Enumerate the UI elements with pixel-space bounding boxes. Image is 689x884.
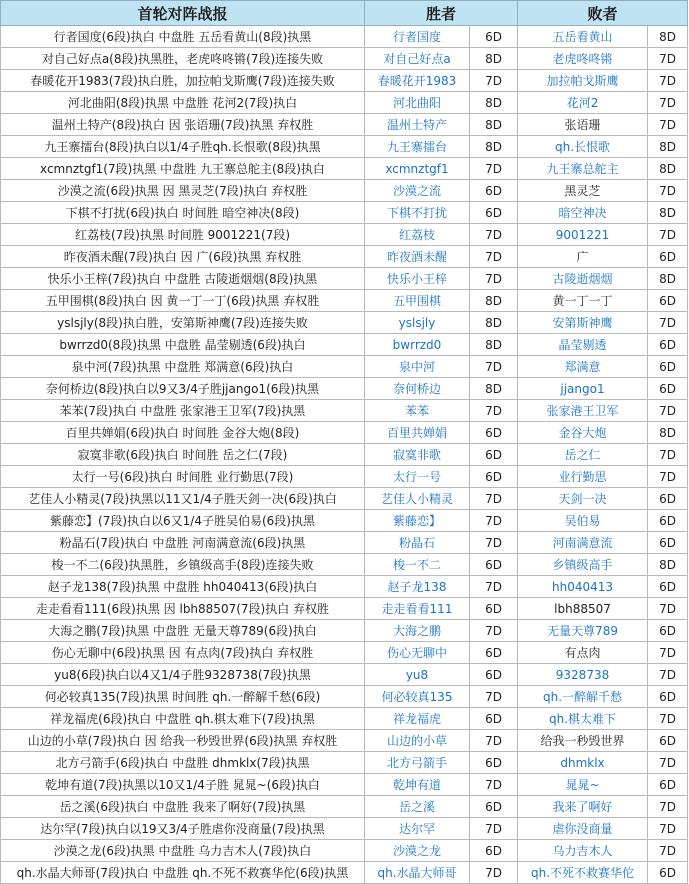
loser-name: 广	[518, 246, 648, 268]
table-row	[1, 862, 688, 884]
winner-name[interactable]: 苯苯	[365, 400, 470, 422]
winner-name[interactable]: 伤心无聊中	[365, 642, 470, 664]
match-report: 山边的小草(7段)执白 因 给我一秒毁世界(6段)执黑 弃权胜	[1, 730, 365, 752]
loser-name[interactable]: hh040413	[518, 576, 648, 598]
loser-rank: 6D	[648, 774, 688, 796]
loser-rank: 7D	[648, 114, 688, 136]
loser-name[interactable]: 乡镇级高手	[518, 554, 648, 576]
match-report: 北方弓箭手(6段)执白 中盘胜 dhmklx(7段)执黑	[1, 752, 365, 774]
winner-rank: 7D	[470, 246, 518, 268]
winner-rank: 6D	[470, 708, 518, 730]
winner-name[interactable]: 岳之溪	[365, 796, 470, 818]
winner-name[interactable]: 大海之鹏	[365, 620, 470, 642]
table-row	[1, 576, 688, 598]
winner-rank: 6D	[470, 664, 518, 686]
loser-name: 黑灵芝	[518, 180, 648, 202]
match-report: 行者国度(6段)执白 中盘胜 五岳看黄山(8段)执黑	[1, 26, 365, 48]
loser-rank: 8D	[648, 26, 688, 48]
loser-name[interactable]: 安第斯神鹰	[518, 312, 648, 334]
loser-name[interactable]: 乌力吉木人	[518, 840, 648, 862]
loser-rank: 8D	[648, 422, 688, 444]
loser-rank: 8D	[648, 136, 688, 158]
loser-name[interactable]: 天剑一决	[518, 488, 648, 510]
table-row	[1, 796, 688, 818]
loser-rank: 7D	[648, 796, 688, 818]
winner-name[interactable]: 沙漠之龙	[365, 840, 470, 862]
table-row	[1, 466, 688, 488]
winner-name[interactable]: 粉晶石	[365, 532, 470, 554]
winner-name[interactable]: 何必较真135	[365, 686, 470, 708]
winner-rank: 7D	[470, 70, 518, 92]
loser-name[interactable]: 无量天尊789	[518, 620, 648, 642]
match-report: 祥龙福虎(6段)执白 中盘胜 qh.棋太难下(7段)执黑	[1, 708, 365, 730]
loser-rank: 6D	[648, 488, 688, 510]
match-report: 九王寨擂台(8段)执白以1/4子胜qh.长恨歌(8段)执黑	[1, 136, 365, 158]
loser-name[interactable]: 我来了啊好	[518, 796, 648, 818]
loser-rank: 7D	[648, 466, 688, 488]
winner-name[interactable]: 寂寞非歌	[365, 444, 470, 466]
winner-rank: 6D	[470, 26, 518, 48]
winner-rank: 7D	[470, 818, 518, 840]
winner-rank: 6D	[470, 422, 518, 444]
loser-name[interactable]: 加拉帕戈斯鹰	[518, 70, 648, 92]
winner-rank: 7D	[470, 686, 518, 708]
table-row	[1, 114, 688, 136]
loser-name[interactable]: 晁晁~	[518, 774, 648, 796]
winner-rank: 8D	[470, 92, 518, 114]
header-report: 首轮对阵战报	[1, 1, 365, 26]
table-row	[1, 356, 688, 378]
table-row	[1, 752, 688, 774]
winner-rank: 7D	[470, 532, 518, 554]
match-report: xcmnztgf1(7段)执黑 中盘胜 九王寨总舵主(8段)执白	[1, 158, 365, 180]
table-row	[1, 532, 688, 554]
loser-name: 张语珊	[518, 114, 648, 136]
table-row	[1, 136, 688, 158]
winner-rank: 8D	[470, 48, 518, 70]
winner-name[interactable]: 春暖花开1983	[365, 70, 470, 92]
loser-rank: 7D	[648, 224, 688, 246]
winner-rank: 8D	[470, 334, 518, 356]
loser-name[interactable]: 金谷大炮	[518, 422, 648, 444]
loser-name[interactable]: 张家港王卫军	[518, 400, 648, 422]
loser-name[interactable]: 九王寨总舵主	[518, 158, 648, 180]
match-report: 走走看看111(6段)执黑 因 lbh88507(7段)执白 弃权胜	[1, 598, 365, 620]
winner-rank: 7D	[470, 862, 518, 884]
winner-rank: 7D	[470, 224, 518, 246]
loser-name[interactable]: 古陵逝烟烟	[518, 268, 648, 290]
winner-name[interactable]: 对自己好点a	[365, 48, 470, 70]
loser-rank: 6D	[648, 730, 688, 752]
loser-rank: 7D	[648, 752, 688, 774]
loser-name[interactable]: 郑满意	[518, 356, 648, 378]
match-report: bwrrzd0(8段)执黑 中盘胜 晶莹剔透(6段)执白	[1, 334, 365, 356]
table-row	[1, 840, 688, 862]
table-row	[1, 422, 688, 444]
table-row	[1, 598, 688, 620]
loser-rank: 6D	[648, 290, 688, 312]
loser-name[interactable]: qh.一醉解千愁	[518, 686, 648, 708]
winner-rank: 7D	[470, 576, 518, 598]
match-report: 百里共婵娟(6段)执白 时间胜 金谷大炮(8段)	[1, 422, 365, 444]
winner-name[interactable]: 沙漠之流	[365, 180, 470, 202]
table-row	[1, 92, 688, 114]
loser-name[interactable]: 虐你没商量	[518, 818, 648, 840]
table-row	[1, 818, 688, 840]
winner-name[interactable]: 祥龙福虎	[365, 708, 470, 730]
winner-name[interactable]: 泉中河	[365, 356, 470, 378]
winner-name[interactable]: 乾坤有道	[365, 774, 470, 796]
match-report: 紫藤恋】(7段)执白以6又1/4子胜吴伯易(6段)执黑	[1, 510, 365, 532]
winner-name[interactable]: xcmnztgf1	[365, 158, 470, 180]
winner-rank: 6D	[470, 840, 518, 862]
loser-rank: 7D	[648, 598, 688, 620]
match-report: 粉晶石(7段)执白 中盘胜 河南满意流(6段)执黑	[1, 532, 365, 554]
loser-name[interactable]: 河南满意流	[518, 532, 648, 554]
loser-name[interactable]: 暗空神决	[518, 202, 648, 224]
table-row	[1, 290, 688, 312]
table-row	[1, 224, 688, 246]
winner-rank: 8D	[470, 114, 518, 136]
table-row	[1, 686, 688, 708]
winner-rank: 6D	[470, 444, 518, 466]
winner-rank: 6D	[470, 466, 518, 488]
loser-rank: 7D	[648, 642, 688, 664]
loser-rank: 7D	[648, 444, 688, 466]
loser-name[interactable]: 花河2	[518, 92, 648, 114]
loser-rank: 6D	[648, 246, 688, 268]
match-report: yslsjly(8段)执白胜，安第斯神鹰(7段)连接失败	[1, 312, 365, 334]
loser-rank: 6D	[648, 620, 688, 642]
loser-rank: 8D	[648, 202, 688, 224]
match-report: 奈何桥边(8段)执白以9又3/4子胜jjango1(6段)执黑	[1, 378, 365, 400]
loser-name[interactable]: dhmklx	[518, 752, 648, 774]
winner-rank: 7D	[470, 400, 518, 422]
loser-name[interactable]: qh.不死不救赛华佗	[518, 862, 648, 884]
header-winner: 胜者	[365, 1, 518, 26]
loser-rank: 7D	[648, 400, 688, 422]
winner-rank: 6D	[470, 202, 518, 224]
winner-rank: 6D	[470, 180, 518, 202]
match-report: 下棋不打扰(6段)执白 时间胜 暗空神决(8段)	[1, 202, 365, 224]
match-report: qh.水晶大师哥(7段)执白 中盘胜 qh.不死不救赛华佗(6段)执黑	[1, 862, 365, 884]
table-body	[1, 26, 688, 884]
loser-rank: 6D	[648, 576, 688, 598]
loser-name[interactable]: 晶莹剔透	[518, 334, 648, 356]
table-row	[1, 26, 688, 48]
table-row	[1, 620, 688, 642]
match-report: 快乐小王梓(7段)执白 中盘胜 古陵逝烟烟(8段)执黑	[1, 268, 365, 290]
table-row	[1, 268, 688, 290]
loser-name[interactable]: 五岳看黄山	[518, 26, 648, 48]
winner-name[interactable]: 紫藤恋】	[365, 510, 470, 532]
match-report: yu8(6段)执白以4又1/4子胜9328738(7段)执黑	[1, 664, 365, 686]
match-report: 沙漠之流(6段)执黑 因 黑灵芝(7段)执白 弃权胜	[1, 180, 365, 202]
table-row	[1, 642, 688, 664]
winner-rank: 7D	[470, 268, 518, 290]
loser-name[interactable]: 业行勤思	[518, 466, 648, 488]
table-row	[1, 334, 688, 356]
table-row	[1, 488, 688, 510]
loser-rank: 7D	[648, 180, 688, 202]
match-report: 伤心无聊中(6段)执黑 因 有点肉(7段)执白 弃权胜	[1, 642, 365, 664]
loser-name[interactable]: 9328738	[518, 664, 648, 686]
match-report: 大海之鹏(7段)执黑 中盘胜 无量天尊789(6段)执白	[1, 620, 365, 642]
loser-rank: 6D	[648, 378, 688, 400]
match-report: 艺佳人小精灵(7段)执黑以11又1/4子胜天剑一决(6段)执白	[1, 488, 365, 510]
loser-rank: 7D	[648, 818, 688, 840]
loser-name[interactable]: jjango1	[518, 378, 648, 400]
winner-rank: 7D	[470, 730, 518, 752]
winner-rank: 7D	[470, 488, 518, 510]
winner-name[interactable]: bwrrzd0	[365, 334, 470, 356]
match-report: 太行一号(6段)执白 时间胜 业行勤思(7段)	[1, 466, 365, 488]
table-row	[1, 730, 688, 752]
winner-rank: 7D	[470, 356, 518, 378]
table-row	[1, 378, 688, 400]
table-row	[1, 708, 688, 730]
winner-name[interactable]: 山边的小草	[365, 730, 470, 752]
winner-name[interactable]: 五甲围棋	[365, 290, 470, 312]
winner-rank: 7D	[470, 620, 518, 642]
header-loser: 败者	[518, 1, 688, 26]
winner-name[interactable]: 红荔枝	[365, 224, 470, 246]
table-row	[1, 312, 688, 334]
loser-name[interactable]: qh.棋太难下	[518, 708, 648, 730]
match-report: 红荔枝(7段)执黑 时间胜 9001221(7段)	[1, 224, 365, 246]
loser-rank: 6D	[648, 510, 688, 532]
winner-rank: 6D	[470, 752, 518, 774]
loser-rank: 6D	[648, 862, 688, 884]
winner-rank: 7D	[470, 774, 518, 796]
winner-rank: 8D	[470, 136, 518, 158]
winner-rank: 7D	[470, 510, 518, 532]
loser-rank: 7D	[648, 48, 688, 70]
winner-name[interactable]: 百里共婵娟	[365, 422, 470, 444]
loser-rank: 7D	[648, 70, 688, 92]
match-report: 对自己好点a(8段)执黑胜，老虎咚咚锵(7段)连接失败	[1, 48, 365, 70]
loser-name[interactable]: 吴伯易	[518, 510, 648, 532]
loser-rank: 8D	[648, 158, 688, 180]
winner-rank: 8D	[470, 378, 518, 400]
winner-rank: 6D	[470, 554, 518, 576]
winner-name[interactable]: 行者国度	[365, 26, 470, 48]
winner-name[interactable]: 北方弓箭手	[365, 752, 470, 774]
loser-name: lbh88507	[518, 598, 648, 620]
match-report: 岳之溪(6段)执白 中盘胜 我来了啊好(7段)执黑	[1, 796, 365, 818]
winner-rank: 6D	[470, 598, 518, 620]
table-row	[1, 664, 688, 686]
table-row	[1, 774, 688, 796]
loser-name: 给我一秒毁世界	[518, 730, 648, 752]
winner-rank: 6D	[470, 796, 518, 818]
loser-name[interactable]: 老虎咚咚锵	[518, 48, 648, 70]
loser-rank: 7D	[648, 840, 688, 862]
match-report: 赵子龙138(7段)执黑 中盘胜 hh040413(6段)执白	[1, 576, 365, 598]
loser-rank: 6D	[648, 686, 688, 708]
winner-name[interactable]: 快乐小王梓	[365, 268, 470, 290]
winner-name[interactable]: 走走看看111	[365, 598, 470, 620]
winner-name[interactable]: qh.水晶大师哥	[365, 862, 470, 884]
loser-name: 有点肉	[518, 642, 648, 664]
match-report: 苯苯(7段)执白 中盘胜 张家港王卫军(7段)执黑	[1, 400, 365, 422]
table-row	[1, 70, 688, 92]
match-report: 乾坤有道(7段)执黑以10又1/4子胜 晁晁~(6段)执白	[1, 774, 365, 796]
loser-rank: 8D	[648, 268, 688, 290]
winner-name[interactable]: 温州土特产	[365, 114, 470, 136]
match-report: 昨夜酒未醒(7段)执白 因 广(6段)执黑 弃权胜	[1, 246, 365, 268]
winner-name[interactable]: 奈何桥边	[365, 378, 470, 400]
winner-rank: 7D	[470, 158, 518, 180]
winner-name[interactable]: 九王寨擂台	[365, 136, 470, 158]
winner-name[interactable]: 下棋不打扰	[365, 202, 470, 224]
loser-rank: 7D	[648, 664, 688, 686]
loser-name[interactable]: 9001221	[518, 224, 648, 246]
loser-name[interactable]: qh.长恨歌	[518, 136, 648, 158]
match-report: 沙漠之龙(6段)执黑 中盘胜 乌力吉木人(7段)执白	[1, 840, 365, 862]
loser-rank: 6D	[648, 356, 688, 378]
table-row	[1, 246, 688, 268]
winner-name[interactable]: 太行一号	[365, 466, 470, 488]
loser-rank: 6D	[648, 532, 688, 554]
winner-name[interactable]: 达尔罕	[365, 818, 470, 840]
winner-name[interactable]: 梭一不二	[365, 554, 470, 576]
match-report: 寂寞非歌(6段)执白 时间胜 岳之仁(7段)	[1, 444, 365, 466]
loser-rank: 7D	[648, 92, 688, 114]
loser-rank: 7D	[648, 312, 688, 334]
winner-rank: 6D	[470, 642, 518, 664]
match-report: 达尔罕(7段)执白以19又3/4子胜虐你没商量(7段)执黑	[1, 818, 365, 840]
match-report: 泉中河(7段)执黑 中盘胜 郑满意(6段)执白	[1, 356, 365, 378]
table-row	[1, 400, 688, 422]
winner-name[interactable]: yu8	[365, 664, 470, 686]
match-report: 河北曲阳(8段)执黑 中盘胜 花河2(7段)执白	[1, 92, 365, 114]
match-report: 梭一不二(6段)执黑胜，乡镇级高手(8段)连接失败	[1, 554, 365, 576]
header-row	[1, 1, 688, 26]
winner-name[interactable]: yslsjly	[365, 312, 470, 334]
winner-rank: 8D	[470, 290, 518, 312]
winner-rank: 8D	[470, 312, 518, 334]
match-report: 春暖花开1983(7段)执白胜，加拉帕戈斯鹰(7段)连接失败	[1, 70, 365, 92]
table-row	[1, 202, 688, 224]
winner-name[interactable]: 艺佳人小精灵	[365, 488, 470, 510]
loser-rank: 6D	[648, 334, 688, 356]
table-row	[1, 158, 688, 180]
match-report: 何必较真135(7段)执黑 时间胜 qh.一醉解千愁(6段)	[1, 686, 365, 708]
loser-name: 黄一丁一丁	[518, 290, 648, 312]
table-row	[1, 444, 688, 466]
match-report: 五甲围棋(8段)执白 因 黄一丁一丁(6段)执黑 弃权胜	[1, 290, 365, 312]
loser-name[interactable]: 岳之仁	[518, 444, 648, 466]
table-row	[1, 180, 688, 202]
table-row	[1, 48, 688, 70]
loser-rank: 7D	[648, 708, 688, 730]
table-row	[1, 510, 688, 532]
winner-name[interactable]: 河北曲阳	[365, 92, 470, 114]
table-row	[1, 554, 688, 576]
loser-rank: 8D	[648, 554, 688, 576]
winner-name[interactable]: 赵子龙138	[365, 576, 470, 598]
match-report: 温州土特产(8段)执白 因 张语珊(7段)执黑 弃权胜	[1, 114, 365, 136]
winner-name[interactable]: 昨夜酒未醒	[365, 246, 470, 268]
